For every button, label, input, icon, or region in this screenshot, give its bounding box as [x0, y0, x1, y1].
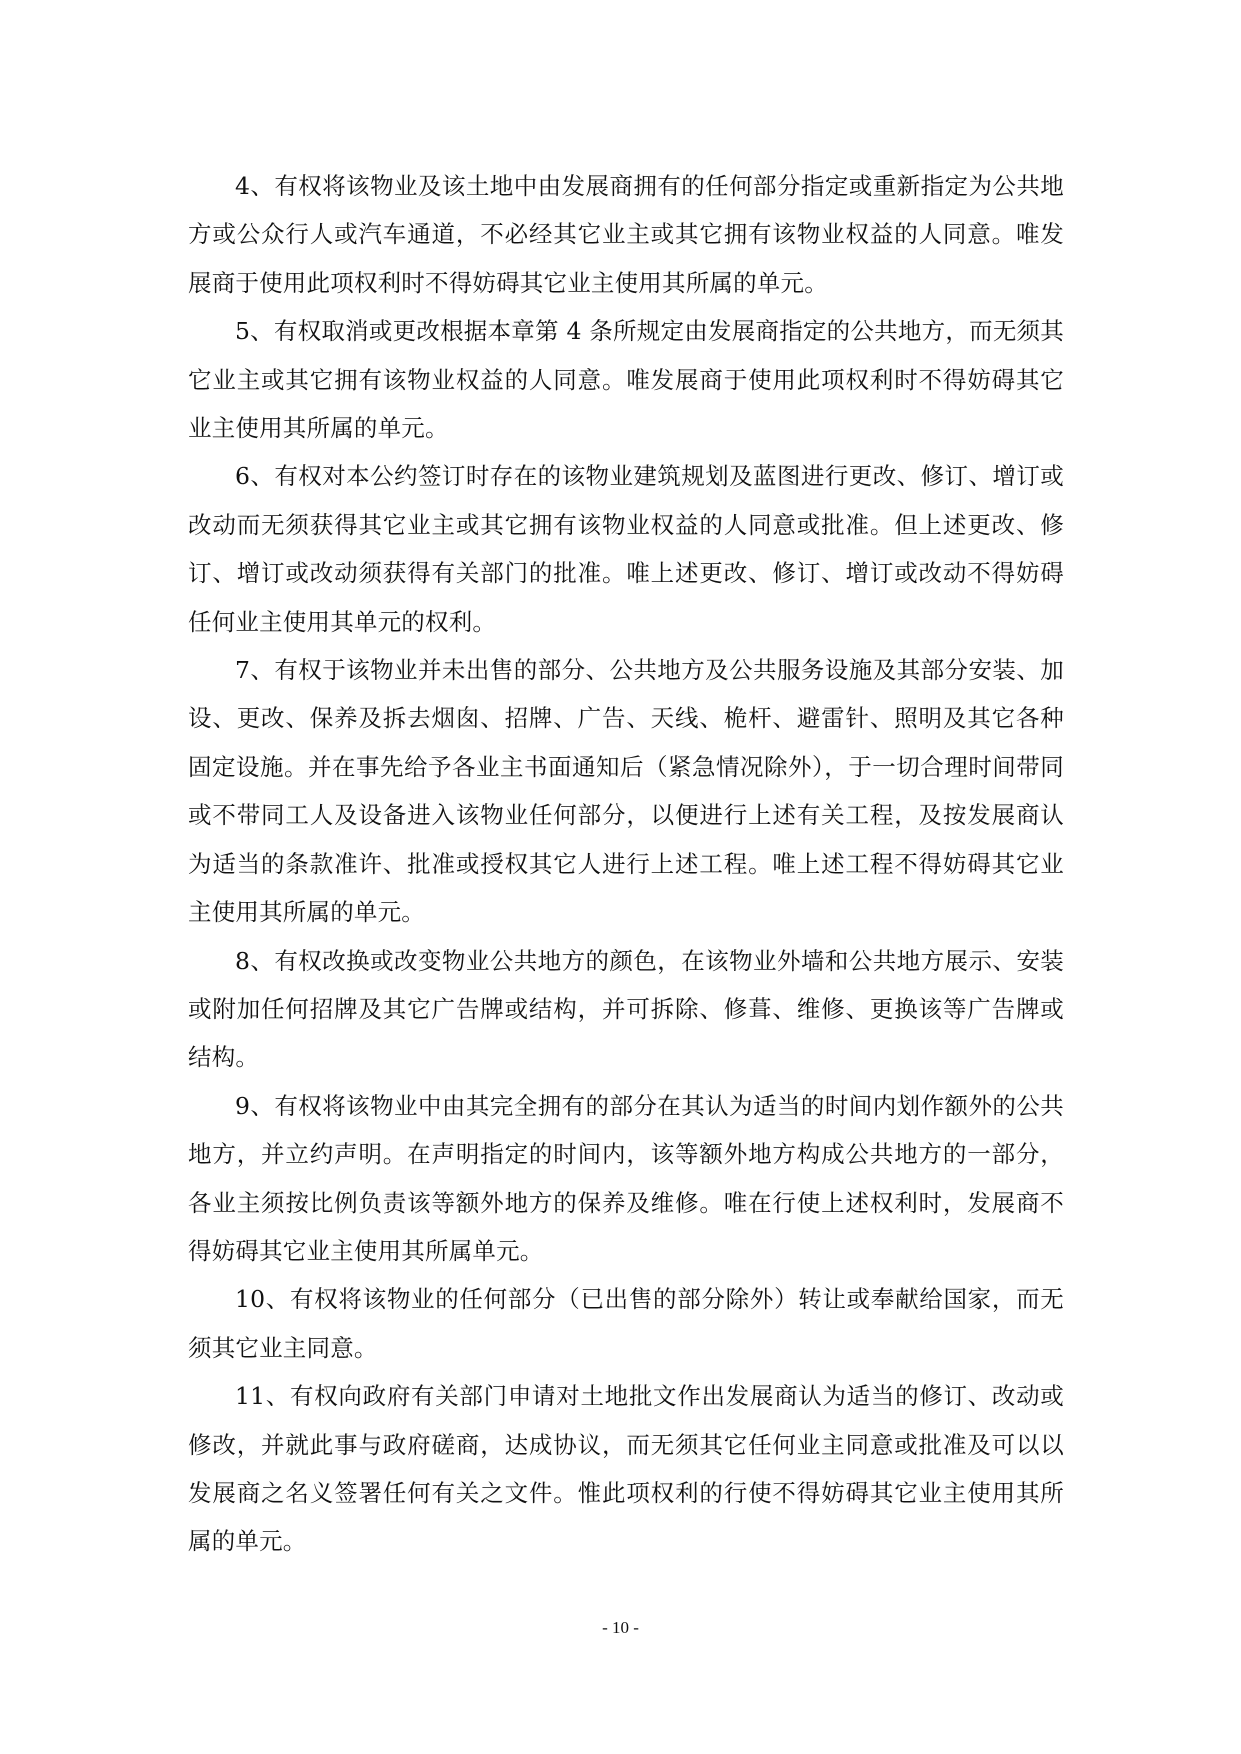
clause-4: 4、有权将该物业及该土地中由发展商拥有的任何部分指定或重新指定为公共地方或公众行人或汽车通道，不必经其它业主或其它拥有该物业权益的人同意。唯发展商于使用此项权利时不得妨碍其它业主使用其所属的单元。 [188, 172, 1064, 297]
clause-10: 10、有权将该物业的任何部分（已出售的部分除外）转让或奉献给国家，而无须其它业主同意。 [188, 1285, 1064, 1362]
clause-8: 8、有权改换或改变物业公共地方的颜色，在该物业外墙和公共地方展示、安装或附加任何招牌及其它广告牌或结构，并可拆除、修葺、维修、更换该等广告牌或结构。 [188, 946, 1064, 1072]
clause-9: 9、有权将该物业中由其完全拥有的部分在其认为适当的时间内划作额外的公共地方，并立约声明。在声明指定的时间内，该等额外地方构成公共地方的一部分，各业主须按比例负责该等额外地方的保养及维修。唯在行使上述权利时，发展商不得妨碍其它业主使用其所属单元。 [188, 1091, 1064, 1265]
clause-6: 6、有权对本公约签订时存在的该物业建筑规划及蓝图进行更改、修订、增订或改动而无须获得其它业主或其它拥有该物业权益的人同意或批准。但上述更改、修订、增订或改动须获得有关部门的批准。唯上述更改、修订、增订或改动不得妨碍任何业主使用其单元的权利。 [188, 462, 1064, 636]
document-body [188, 162, 1064, 1566]
clause-7: 7、有权于该物业并未出售的部分、公共地方及公共服务设施及其部分安装、加设、更改、保养及拆去烟囱、招牌、广告、天线、桅杆、避雷针、照明及其它各种固定设施。并在事先给予各业主书面通知后（紧急情况除外），于一切合理时间带同或不带同工人及设备进入该物业任何部分，以便进行上述有关工程，及按发展商认为适当的条款准许、批准或授权其它人进行上述工程。唯上述工程不得妨碍其它业主使用其所属的单元。 [188, 656, 1064, 927]
clause-11: 11、有权向政府有关部门申请对土地批文作出发展商认为适当的修订、改动或修改，并就此事与政府磋商，达成协议，而无须其它任何业主同意或批准及可以以发展商之名义签署任何有关之文件。惟此项权利的行使不得妨碍其它业主使用其所属的单元。 [188, 1382, 1064, 1556]
clause-5: 5、有权取消或更改根据本章第 4 条所规定由发展商指定的公共地方，而无须其它业主或其它拥有该物业权益的人同意。唯发展商于使用此项权利时不得妨碍其它业主使用其所属的单元。 [188, 317, 1064, 443]
page-number: - 10 - [602, 1618, 639, 1637]
